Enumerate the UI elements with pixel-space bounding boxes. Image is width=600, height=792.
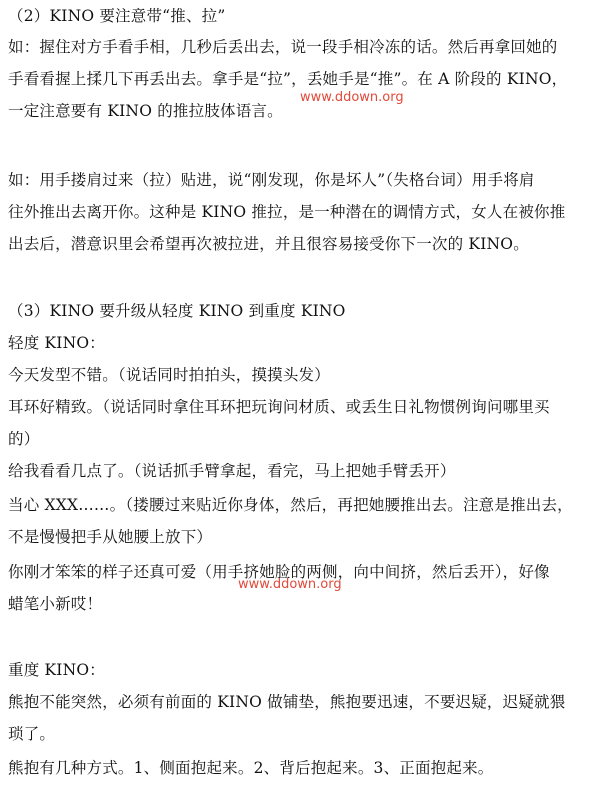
paragraph-line: 出去后，潜意识里会希望再次被拉进，并且很容易接受你下一次的 KINO。	[8, 235, 529, 253]
section-heading-push-pull: （2）KINO 要注意带“推、拉”	[8, 7, 226, 25]
paragraph-line: 你刚才笨笨的样子还真可爱（用手挤她脸的两侧，向中间挤，然后丢开），好像	[8, 563, 550, 581]
watermark-text: www.ddown.org	[238, 577, 342, 592]
paragraph-line: 今天发型不错。（说话同时拍拍头，摸摸头发）	[8, 366, 330, 384]
paragraph-line: 如：用手搂肩过来（拉）贴进，说“刚发现，你是坏人”（失格台词）用手将肩	[8, 171, 535, 189]
section-heading-upgrade: （3）KINO 要升级从轻度 KINO 到重度 KINO	[8, 302, 346, 320]
paragraph-line: 当心 XXX……。（搂腰过来贴近你身体，然后，再把她腰推出去。注意是推出去，	[8, 496, 573, 514]
paragraph-line: 耳环好精致。（说话同时拿住耳环把玩询问材质、或丢生日礼物惯例询问哪里买	[8, 398, 550, 416]
subheading-light-kino: 轻度 KINO：	[8, 334, 105, 352]
subheading-heavy-kino: 重度 KINO：	[8, 661, 105, 679]
paragraph-line: 手看看握上揉几下再丢出去。拿手是“拉”，丢她手是“推”。在 A 阶段的 KINO，	[8, 70, 568, 88]
paragraph-line: 熊抱有几种方式。1、侧面抱起来。2、背后抱起来。3、正面抱起来。	[8, 759, 494, 777]
paragraph-line: 给我看看几点了。（说话抓手臂拿起，看完，马上把她手臂丢开）	[8, 462, 456, 480]
paragraph-line: 熊抱不能突然，必须有前面的 KINO 做铺垫，熊抱要迅速，不要迟疑，迟疑就猥	[8, 693, 566, 711]
paragraph-line: 蜡笔小新哎！	[8, 595, 103, 613]
paragraph-line: 如：握住对方手看手相，几秒后丢出去，说一段手相冷冻的话。然后再拿回她的	[8, 38, 558, 56]
paragraph-line: 一定注意要有 KINO 的推拉肢体语言。	[8, 102, 283, 120]
watermark-text: www.ddown.org	[300, 90, 404, 105]
paragraph-line: 不是慢慢把手从她腰上放下）	[8, 528, 213, 546]
paragraph-line: 的）	[8, 430, 40, 448]
paragraph-line: 琐了。	[8, 725, 56, 743]
paragraph-line: 往外推出去离开你。这种是 KINO 推拉，是一种潜在的调情方式，女人在被你推	[8, 203, 566, 221]
